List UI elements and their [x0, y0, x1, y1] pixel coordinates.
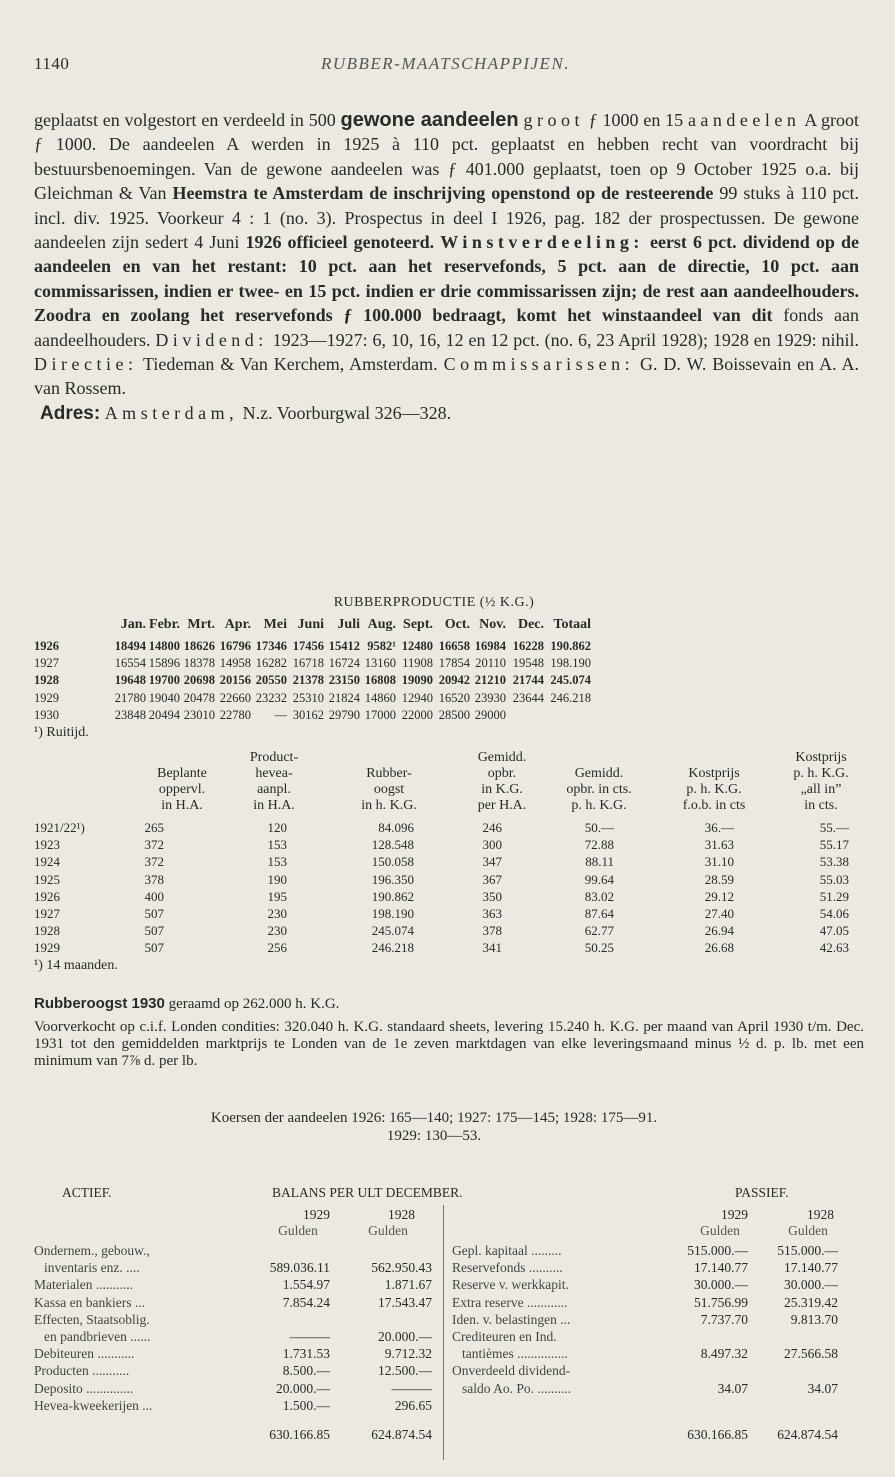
text-segment: 1923—1927: 6, 10, 16, 12 en 12 pct. (no. 6, 23 April 1928); 1928 en 1929: nihil.: [267, 329, 859, 350]
asset-label: en pandbrieven ......: [44, 1329, 151, 1344]
address-street: N.z. Voorburgwal 326—328.: [238, 402, 452, 423]
share-quotes: [34, 1110, 864, 1150]
cost-cell: 363: [482, 906, 502, 921]
production-cell: 23010: [183, 707, 215, 722]
cost-row-year: 1923: [34, 837, 60, 853]
cost-cell: 55.—: [819, 820, 849, 835]
cost-header-cell: in H.A.: [253, 798, 295, 813]
text-segment: G. D. W. Boissevain en A. A. van Rossem.: [34, 354, 859, 399]
production-row-year: 1930: [34, 707, 59, 722]
cost-cell: 372: [144, 837, 164, 853]
production-month-header: Apr.: [224, 617, 251, 632]
asset-value-1928: 9.712.32: [384, 1346, 432, 1362]
liability-label: Extra reserve ............: [452, 1294, 568, 1310]
cost-cell: 150.058: [371, 854, 414, 870]
production-cell: 28500: [438, 707, 470, 722]
production-cell: 20942: [438, 673, 470, 688]
asset-value-1929: 1.500.—: [282, 1397, 330, 1413]
quotes-line-1: Koersen der aandeelen 1926: 165—140; 1927: 175—145; 1928: 175—91.: [210, 1110, 658, 1126]
cost-header-cell: hevea-: [255, 766, 293, 781]
production-cell: 23644: [512, 690, 544, 705]
production-title: RUBBERPRODUCTIE (½ K.G.): [333, 595, 535, 610]
cost-cell: 196.350: [371, 871, 414, 887]
cost-header-cell: Kostprijs: [795, 750, 847, 765]
asset-value-1928: 562.950.43: [371, 1260, 432, 1276]
production-cell: 14860: [364, 690, 396, 705]
cost-cell: 256: [267, 940, 287, 956]
cost-cell: 42.63: [819, 940, 849, 956]
cost-cell: 378: [144, 871, 164, 887]
production-cell: 15896: [148, 656, 180, 671]
cost-cell: 230: [267, 923, 287, 939]
production-cell: 22660: [219, 690, 251, 705]
cost-header-cell: oppervl.: [158, 782, 206, 797]
cost-cell: 31.10: [704, 854, 734, 870]
cost-header-cell: in H.A.: [161, 798, 203, 813]
liability-label: tantièmes ...............: [462, 1346, 568, 1362]
asset-value-1929: 7.854.24: [282, 1294, 330, 1310]
production-cell: 17854: [438, 656, 470, 671]
production-cell: 12940: [401, 690, 433, 705]
cost-cell: 99.64: [584, 871, 614, 887]
address-line: [40, 401, 859, 426]
production-row-year: 1929: [34, 690, 59, 705]
production-cell: 19700: [148, 673, 180, 688]
asset-label: Deposito ..............: [34, 1380, 134, 1396]
asset-value-1929: ———: [289, 1329, 330, 1344]
production-cell: 20698: [183, 673, 215, 688]
asset-label: Materialen ...........: [34, 1277, 133, 1293]
cost-cell: 347: [482, 854, 502, 870]
production-cell: 14800: [148, 639, 180, 653]
cost-row-year: 1924: [34, 854, 60, 870]
production-month-header: Mei: [263, 617, 287, 632]
production-cell: 30162: [292, 707, 324, 722]
cost-cell: 31.63: [704, 837, 734, 853]
production-cell: 18494: [114, 639, 146, 653]
harvest-sold-text: Voorverkocht op c.i.f. Londen condities: 320.040 h. K.G. standaard sheets, levering 15.240 h. K.G. per maand van April 1930 t/m. Dec. 1931 tot den gemiddelden marktprijs te Londen van de 1e zeven marktdagen van elke leveringsmaand minus ½ d. p. lb. met een minimum van 7⅞ d. per lb.: [34, 1019, 864, 1069]
cost-cell: 400: [144, 888, 164, 904]
asset-value-1929: 8.500.—: [282, 1363, 330, 1379]
harvest-line: [34, 995, 339, 1013]
production-cell: 16658: [438, 639, 470, 653]
production-cell: 190.862: [550, 639, 591, 653]
cost-header-cell: Product-: [249, 750, 299, 765]
production-month-header: Sept.: [403, 617, 433, 632]
balance-divider: [443, 1205, 444, 1460]
cost-cell: 350: [482, 888, 502, 904]
production-row-year: 1926: [34, 639, 59, 653]
cost-header-cell: Rubber-: [366, 766, 412, 781]
cost-cell: 245.074: [371, 923, 414, 939]
asset-label: inventaris enz. ....: [44, 1260, 140, 1276]
cost-cell: 62.77: [584, 923, 614, 939]
production-cell: 16520: [438, 690, 470, 705]
cost-header-cell: in h. K.G.: [361, 798, 417, 813]
asset-unit-a: Gulden: [278, 1223, 318, 1238]
production-cell: 20110: [475, 656, 506, 671]
text-segment-spaced: Winstverdeeling:: [440, 232, 644, 253]
production-cell: 19090: [401, 673, 433, 688]
cost-cell: 128.548: [371, 837, 414, 853]
cost-header-cell: p. h. K.G.: [686, 782, 742, 797]
production-cell: 12480: [401, 639, 433, 653]
production-cell: 21780: [114, 690, 146, 705]
production-cell: 15412: [328, 639, 360, 653]
liability-value-1929: 17.140.77: [694, 1260, 748, 1276]
production-month-header: Dec.: [517, 617, 544, 632]
production-cell: 25310: [292, 690, 324, 705]
cost-cell: 84.096: [378, 820, 414, 835]
liability-label: Crediteuren en Ind.: [452, 1329, 557, 1344]
cost-cell: 88.11: [585, 854, 614, 870]
production-cell: 21378: [292, 673, 324, 688]
cost-cell: 246.218: [371, 940, 414, 956]
asset-label: Ondernem., gebouw.,: [34, 1243, 150, 1258]
production-month-header: Totaal: [553, 617, 591, 632]
cost-cell: 36.—: [704, 820, 734, 835]
cost-header-cell: p. h. K.G.: [571, 798, 627, 813]
production-cell: 246.218: [550, 690, 591, 705]
cost-cell: 341: [482, 940, 502, 956]
production-cell: 16228: [512, 639, 544, 653]
cost-header-cell: in cts.: [804, 798, 838, 813]
balance-right-title: PASSIEF.: [735, 1185, 789, 1200]
text-segment-bold: Heemstra te Amsterdam de inschrijving openstond op de resteerende: [172, 183, 714, 204]
asset-label: Debiteuren ...........: [34, 1346, 135, 1362]
cost-cell: 50.25: [584, 940, 614, 956]
asset-label: Producten ...........: [34, 1363, 130, 1379]
cost-cell: 230: [267, 906, 287, 921]
production-cell: 16724: [328, 656, 360, 671]
production-cell: 21744: [512, 673, 544, 688]
production-cell: 18378: [183, 656, 215, 671]
cost-header-cell: opbr.: [487, 766, 517, 781]
liability-value-1929: 30.000.—: [694, 1277, 748, 1293]
liability-label: Gepl. kapitaal .........: [452, 1243, 562, 1258]
asset-value-1929: 20.000.—: [276, 1380, 330, 1396]
text-segment: fonds aan aandeelhouders.: [34, 305, 859, 350]
cost-cell: 26.68: [704, 940, 734, 956]
asset-label: Effecten, Staatsoblig.: [34, 1311, 150, 1327]
production-month-header: Juli: [337, 617, 360, 632]
asset-value-1929: 1.554.97: [282, 1277, 330, 1293]
production-cell: 20478: [183, 690, 215, 705]
text-segment: geplaatst en volgestort en verdeeld in 500: [34, 110, 341, 130]
cost-cell: 120: [267, 820, 287, 835]
harvest-text: geraamd op 262.000 h. K.G.: [164, 996, 340, 1012]
cost-cell: 72.88: [584, 837, 614, 853]
production-table: [34, 595, 864, 745]
production-cell: 16554: [114, 656, 146, 671]
production-cell: 198.190: [550, 656, 591, 671]
cost-header-cell: Gemidd.: [574, 766, 624, 781]
liability-value-1929: 7.737.70: [700, 1311, 748, 1327]
liability-label: saldo Ao. Po. ..........: [462, 1380, 572, 1396]
production-cell: 20156: [219, 673, 251, 688]
cost-row-year: 1929: [34, 940, 60, 956]
cost-cell: 26.94: [704, 923, 734, 939]
text-segment-spaced: aandeelen: [687, 110, 801, 130]
cost-header-cell: opbr. in cts.: [566, 782, 632, 797]
production-cell: 23150: [328, 673, 360, 688]
cost-header-cell: Beplante: [157, 766, 207, 781]
liab-year-b: 1928: [807, 1207, 834, 1222]
production-cell: 19040: [148, 690, 180, 705]
liability-label: Iden. v. belastingen ...: [452, 1311, 571, 1327]
production-cell: 23232: [255, 690, 287, 705]
cost-header-cell: in K.G.: [481, 782, 523, 797]
cost-header-cell: „all in”: [800, 782, 842, 797]
asset-value-1928: ———: [391, 1380, 432, 1396]
cost-cell: 300: [482, 837, 502, 853]
liability-label: Onverdeeld dividend-: [452, 1363, 571, 1379]
asset-unit-b: Gulden: [368, 1223, 408, 1238]
cost-row-year: 1927: [34, 906, 60, 921]
cost-cell: 378: [482, 923, 502, 939]
company-description: [34, 108, 859, 426]
production-cell: 16282: [255, 656, 287, 671]
cost-cell: 55.03: [819, 871, 849, 887]
cost-cell: 51.29: [819, 888, 849, 904]
text-segment: A groot ƒ 1000. De aandeelen A werden in 1925 à 110 pct. geplaatst en hebben recht van voordracht bij bestuursbenoemingen. Van de gewone aandeelen was ƒ 401.000 geplaatst, toen op 9 October 1925 o.a. bij Gleichman & Van: [34, 110, 859, 204]
production-cell: 17456: [292, 639, 324, 653]
liability-value-1928: 27.566.58: [784, 1346, 838, 1362]
liability-value-1928: 9.813.70: [790, 1311, 838, 1327]
page-number: 1140: [34, 54, 70, 73]
liability-total-1928: 624.874.54: [777, 1427, 838, 1442]
asset-total-1928: 624.874.54: [371, 1427, 432, 1442]
production-month-header: Nov.: [479, 617, 506, 632]
production-cell: 20494: [148, 707, 180, 722]
address-label: Adres:: [40, 402, 101, 424]
asset-total-1929: 630.166.85: [269, 1427, 330, 1442]
cost-cell: 153: [267, 837, 287, 853]
liab-unit-b: Gulden: [788, 1223, 828, 1238]
asset-value-1928: 296.65: [394, 1397, 432, 1413]
production-cell: 21210: [474, 673, 506, 688]
production-cell: 13160: [364, 656, 396, 671]
cost-header-cell: oogst: [373, 782, 405, 797]
production-cell: 16718: [292, 656, 324, 671]
cost-cell: 507: [144, 940, 164, 956]
production-cell: 9582¹: [367, 639, 396, 653]
production-cell: 22000: [401, 707, 433, 722]
address-city: Amsterdam,: [104, 402, 239, 423]
production-cell: 21824: [328, 690, 360, 705]
production-cell: 17346: [255, 639, 287, 653]
asset-value-1928: 1.871.67: [384, 1277, 432, 1293]
cost-row-year: 1928: [34, 923, 60, 939]
cost-header-cell: per H.A.: [477, 798, 527, 813]
production-cell: 16808: [364, 673, 396, 688]
cost-header-cell: f.o.b. in cts: [682, 798, 746, 813]
cost-footnote: ¹) 14 maanden.: [34, 957, 118, 973]
production-cell: 14958: [219, 656, 251, 671]
text-segment-spaced: Directie:: [34, 354, 138, 375]
liability-value-1929: 515.000.—: [687, 1243, 748, 1258]
document-page: [34, 0, 889, 1477]
cost-cell: 190: [267, 871, 287, 887]
harvest-section: [34, 995, 864, 1085]
production-cell: 19548: [512, 656, 544, 671]
liability-value-1928: 17.140.77: [784, 1260, 838, 1276]
liability-total-1929: 630.166.85: [687, 1427, 748, 1442]
text-segment-bold: eerst 6 pct. dividend op de aandeelen en van het restant: 10 pct. aan het reservefonds, 5 pct. aan de directie, 10 pct. aan commissarissen, indien er twee- en 15 pct. indien er drie commissarissen zijn; de rest aan aandeelhouders. Zoodra en zoolang het reservefonds ƒ 100.000 bedraagt, komt het winstaandeel van dit: [34, 232, 859, 326]
production-month-header: Oct.: [444, 617, 470, 632]
production-row-year: 1928: [34, 673, 59, 688]
cost-cell: 29.12: [704, 888, 734, 904]
liability-value-1928: 515.000.—: [777, 1243, 838, 1258]
liability-label: Reserve v. werkkapit.: [452, 1277, 569, 1293]
asset-value-1928: 17.543.47: [378, 1294, 432, 1310]
cost-row-year: 1926: [34, 888, 60, 904]
cost-cell: 195: [267, 888, 287, 904]
text-segment: Tiedeman & Van Kerchem, Amsterdam.: [137, 354, 444, 375]
asset-year-a: 1929: [303, 1207, 330, 1222]
production-cell: 19648: [114, 673, 146, 688]
cost-row-year: 1921/22¹): [34, 820, 85, 835]
production-row-year: 1927: [34, 656, 59, 671]
liability-value-1929: 51.756.99: [694, 1294, 748, 1310]
production-cell: 245.074: [550, 673, 591, 688]
balance-left-title: ACTIEF.: [62, 1185, 112, 1200]
production-cell: —: [274, 707, 287, 722]
text-segment-bold: gewone aandeelen: [340, 109, 519, 131]
cost-cell: 53.38: [819, 854, 849, 870]
asset-value-1929: 589.036.11: [269, 1260, 330, 1276]
cost-cell: 28.59: [704, 871, 734, 887]
liability-value-1928: 30.000.—: [784, 1277, 838, 1293]
production-cell: 17000: [364, 707, 396, 722]
production-month-header: Juni: [297, 617, 324, 632]
description-paragraph: [34, 108, 859, 401]
production-month-header: Aug.: [367, 617, 396, 632]
cost-cell: 372: [144, 854, 164, 870]
text-segment-spaced: groot: [523, 110, 584, 130]
production-cell: 23930: [474, 690, 506, 705]
cost-header-cell: aanpl.: [257, 782, 291, 797]
text-segment-spaced: Dividend:: [155, 329, 268, 350]
cost-table: [34, 750, 864, 980]
production-footnote: ¹) Ruitijd.: [34, 725, 89, 740]
cost-cell: 54.06: [819, 906, 849, 921]
production-month-header: Febr.: [149, 617, 180, 632]
cost-cell: 265: [144, 820, 164, 835]
asset-value-1928: 20.000.—: [378, 1329, 432, 1344]
balance-sheet: [0, 1185, 895, 1465]
liability-value-1929: 8.497.32: [700, 1346, 748, 1362]
asset-label: Hevea-kweekerijen ...: [34, 1397, 153, 1413]
production-cell: 23848: [114, 707, 146, 722]
quotes-line-2: 1929: 130—53.: [386, 1128, 482, 1144]
cost-cell: 507: [144, 923, 164, 939]
asset-value-1929: 1.731.53: [282, 1346, 330, 1362]
asset-label: Kassa en bankiers ...: [34, 1294, 145, 1310]
cost-cell: 507: [144, 906, 164, 921]
cost-cell: 198.190: [371, 906, 414, 921]
running-title: RUBBER-MAATSCHAPPIJEN.: [320, 54, 571, 73]
liab-year-a: 1929: [721, 1207, 748, 1222]
cost-cell: 27.40: [704, 906, 734, 921]
cost-cell: 50.—: [584, 820, 614, 835]
text-segment-spaced: Commissarissen:: [443, 354, 635, 375]
production-cell: 18626: [183, 639, 215, 653]
production-cell: 16796: [219, 639, 251, 653]
balance-center-title: BALANS PER ULT DECEMBER.: [272, 1185, 463, 1200]
cost-cell: 83.02: [584, 888, 614, 904]
production-cell: 29790: [328, 707, 360, 722]
liability-value-1928: 25.319.42: [784, 1294, 838, 1310]
text-segment: 99 stuks à 110 pct. incl. div. 1925. Voorkeur 4 : 1 (no. 3). Prospectus in deel I 1926, pag. 182 der prospectussen. De gewone aandeelen zijn sedert 4 Juni: [34, 183, 859, 253]
cost-header-cell: Kostprijs: [688, 766, 740, 781]
cost-cell: 246: [482, 820, 502, 835]
asset-year-b: 1928: [388, 1207, 415, 1222]
liability-value-1928: 34.07: [807, 1380, 838, 1396]
cost-header-cell: Gemidd.: [477, 750, 527, 765]
cost-cell: 55.17: [819, 837, 849, 853]
liability-label: Reservefonds ..........: [452, 1260, 563, 1276]
liab-unit-a: Gulden: [700, 1223, 740, 1238]
asset-value-1928: 12.500.—: [378, 1363, 432, 1379]
cost-row-year: 1925: [34, 871, 60, 887]
production-month-header: Mrt.: [187, 617, 215, 632]
production-cell: 20550: [255, 673, 287, 688]
production-month-header: Jan.: [120, 617, 146, 632]
cost-cell: 87.64: [584, 906, 614, 921]
liability-value-1929: 34.07: [717, 1380, 748, 1396]
cost-header-cell: p. h. K.G.: [793, 766, 849, 781]
cost-cell: 367: [482, 871, 502, 887]
cost-cell: 153: [267, 854, 287, 870]
production-cell: 22780: [219, 707, 251, 722]
production-cell: 16984: [474, 639, 506, 653]
text-segment: ƒ 1000 en 15: [583, 110, 688, 130]
production-cell: 29000: [474, 707, 506, 722]
cost-cell: 190.862: [371, 888, 414, 904]
harvest-label: Rubberoogst 1930: [34, 995, 165, 1012]
production-cell: 11908: [402, 656, 433, 671]
text-segment-bold: 1926 officieel genoteerd.: [245, 232, 441, 253]
cost-cell: 47.05: [819, 923, 849, 939]
page-header: [34, 54, 857, 78]
